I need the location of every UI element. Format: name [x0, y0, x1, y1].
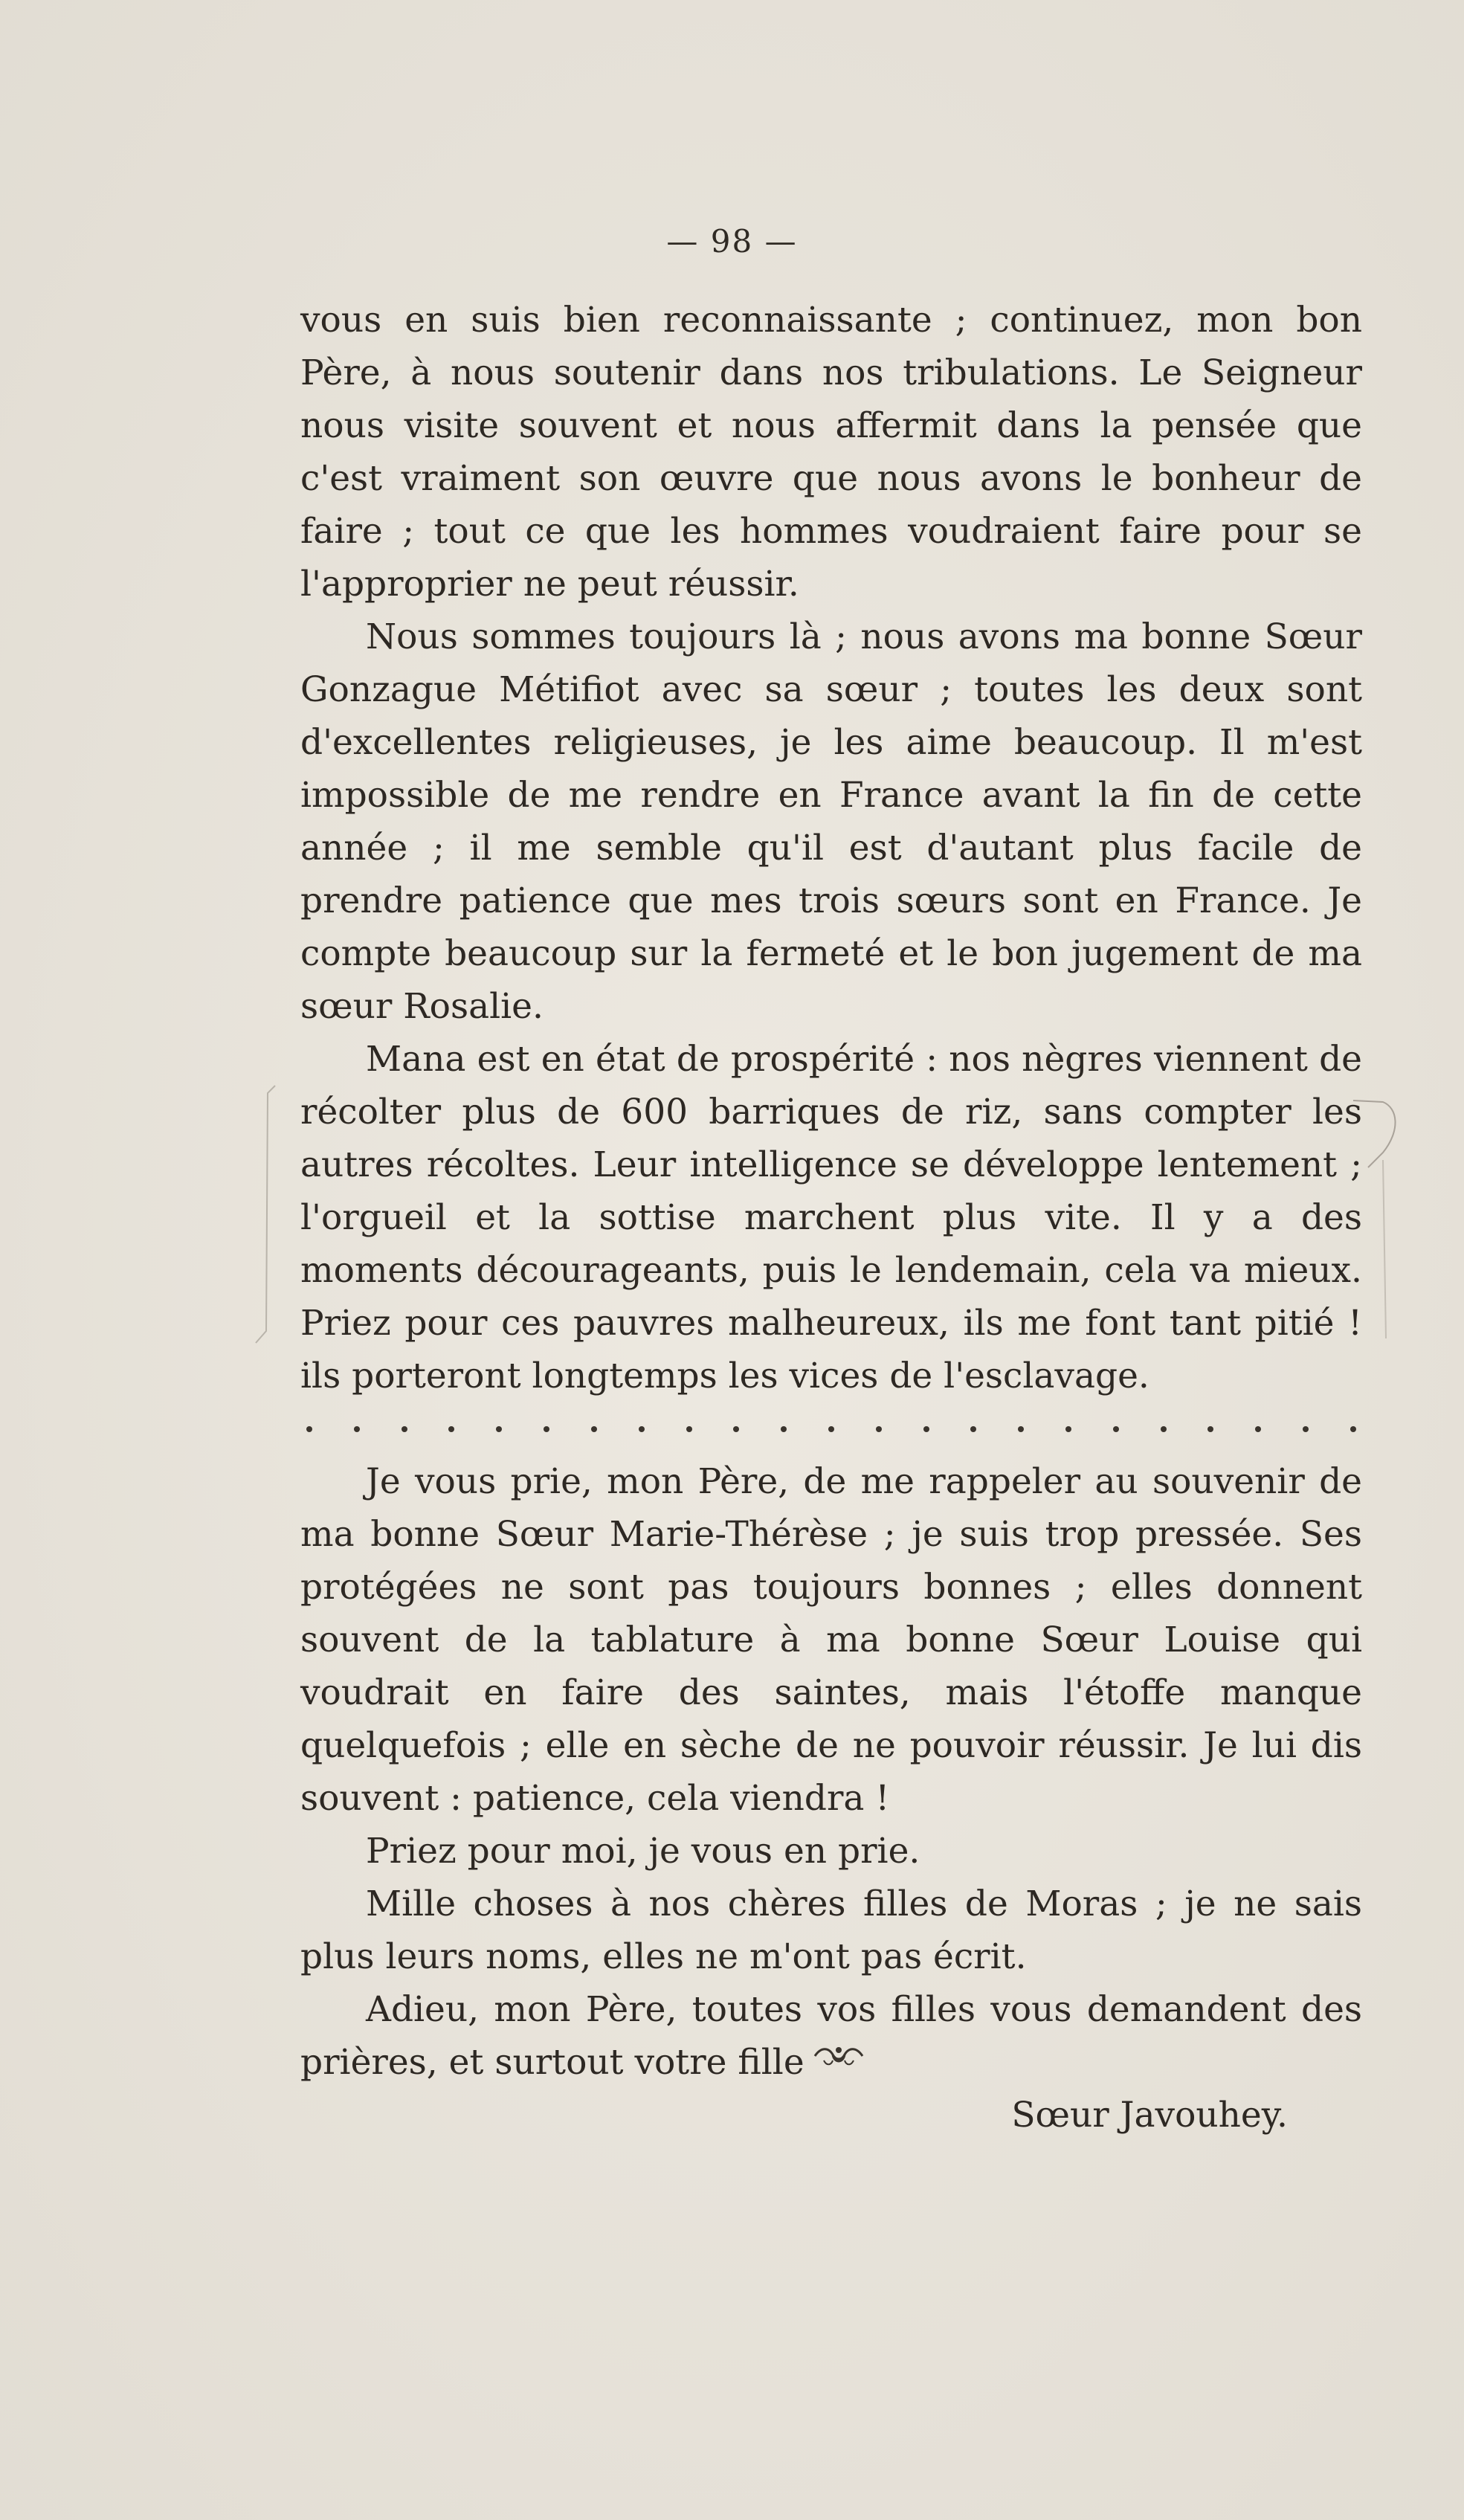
ellipsis-dot [1255, 1426, 1261, 1432]
paragraph-6: Mille choses à nos chères filles de Moras ; je ne sais plus leurs noms, elles ne m'ont pas écrit. [300, 1883, 1362, 1977]
paragraph-4: Je vous prie, mon Père, de me rappeler au souvenir de ma bonne Sœur Marie-Thérèse ; je suis trop pressée. Ses protégées ne sont pas toujours bonnes ; elles donnent souvent de la tablature à ma bonne Sœur Louise qui voudrait en faire des saintes, mais l'étoffe manque quelquefois ; elle en sèche de ne pouvoir réussir. Je lui dis souvent : patience, cela viendra ! [300, 1461, 1362, 1819]
ellipsis-dot [402, 1426, 407, 1432]
page-number: — 98 — [666, 223, 798, 260]
ellipsis-dots-row [300, 1402, 1362, 1455]
ellipsis-dot [828, 1426, 834, 1432]
ellipsis-dot [733, 1426, 739, 1432]
ellipsis-dot [1065, 1426, 1071, 1432]
ellipsis-dot [970, 1426, 976, 1432]
letter-body [300, 294, 1362, 2142]
ellipsis-dot [306, 1426, 312, 1432]
ellipsis-dot [1113, 1426, 1119, 1432]
ellipsis-dot [686, 1426, 692, 1432]
ellipsis-dot [1161, 1426, 1167, 1432]
paragraph-2: Nous sommes toujours là ; nous avons ma bonne Sœur Gonzague Métifiot avec sa sœur ; toutes les deux sont d'excellentes religieuses, je les aime beaucoup. Il m'est impossible de me rendre en France avant la fin de cette année ; il me semble qu'il est d'autant plus facile de prendre patience que mes trois sœurs sont en France. Je compte beaucoup sur la fermeté et le bon jugement de ma sœur Rosalie. [300, 616, 1362, 1027]
ellipsis-dot [1207, 1426, 1213, 1432]
paragraph-3: Mana est en état de prospérité : nos nègres viennent de récolter plus de 600 barriques de riz, sans compter les autres récoltes. Leur intelligence se développe lentement ; l'orgueil et la sottise marchent plus vite. Il y a des moments décourageants, puis le lendemain, cela va mieux. Priez pour ces pauvres malheureux, ils me font tant pitié ! ils porteront longtemps les vices de l'esclavage. [300, 1039, 1362, 1396]
ellipsis-dot [496, 1426, 502, 1432]
ellipsis-dot [781, 1426, 787, 1432]
ellipsis-dot [448, 1426, 454, 1432]
ellipsis-dot [639, 1426, 645, 1432]
ellipsis-dot [1350, 1426, 1356, 1432]
ellipsis-dot [544, 1426, 549, 1432]
pencil-bracket-left [253, 1078, 283, 1346]
floral-ornament-icon [810, 2041, 867, 2071]
paragraph-7: Adieu, mon Père, toutes vos filles vous demandent des prières, et surtout votre fille [300, 1989, 1362, 2083]
signature: Sœur Javouhey. [1011, 2095, 1288, 2136]
ellipsis-dot [1018, 1426, 1024, 1432]
paragraph-1: vous en suis bien reconnaissante ; continuez, mon bon Père, à nous soutenir dans nos tribulations. Le Seigneur nous visite souvent et nous affermit dans la pensée que c'est vraiment son œuvre que nous avons le bonheur de faire ; tout ce que les hommes voudraient faire pour se l'approprier ne peut réussir. [300, 300, 1362, 605]
ellipsis-dot [354, 1426, 360, 1432]
ellipsis-dot [1303, 1426, 1309, 1432]
ellipsis-dot [876, 1426, 882, 1432]
ellipsis-dot [923, 1426, 929, 1432]
paragraph-5: Priez pour moi, je vous en prie. [366, 1831, 920, 1872]
ellipsis-dot [591, 1426, 597, 1432]
